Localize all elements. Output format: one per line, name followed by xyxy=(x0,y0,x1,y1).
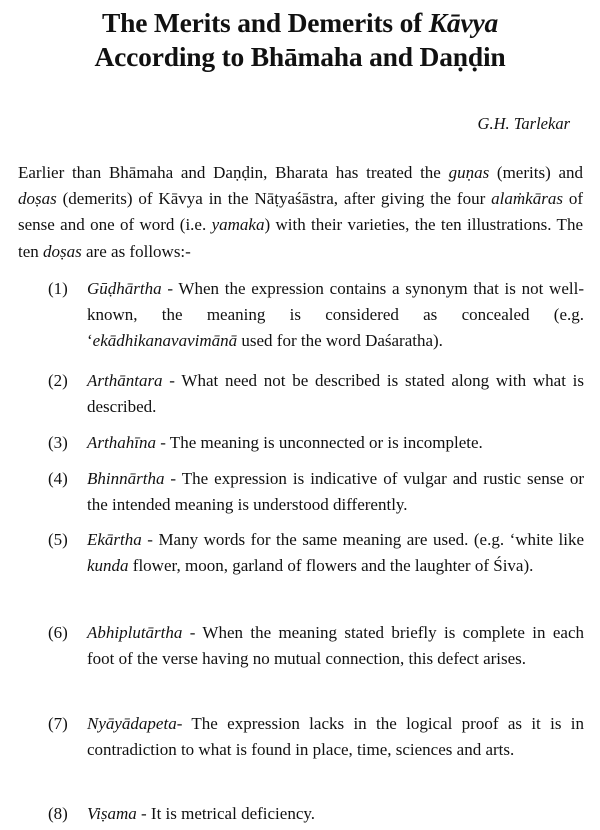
item-number: (5) xyxy=(48,530,68,549)
item-body xyxy=(87,430,584,456)
intro-text-4: of sense and one of word (i.e. xyxy=(18,189,583,235)
item-text: - The expression is indicative of vulgar and rustic sense or the intended meaning is understood differently. xyxy=(87,469,584,515)
item-body xyxy=(87,276,584,355)
intro-text-2: (merits) and xyxy=(489,163,584,182)
item-text: - When the meaning stated briefly is complete in each foot of the verse having no mutual connection, this defect arises. xyxy=(87,623,584,669)
item-body xyxy=(87,801,584,827)
intro-term-dosas: doṣas xyxy=(18,189,57,209)
item-example-term: kunda xyxy=(87,556,129,576)
item-term: Ekārtha xyxy=(87,530,142,549)
intro-text-6: are as follows:- xyxy=(81,241,191,261)
item-term: Nyāyādapeta xyxy=(87,714,177,733)
item-text: - What need not be described is stated along with what is described. xyxy=(87,371,584,417)
item-number: (4) xyxy=(48,469,68,488)
title-line-2: According to Bhāmaha and Daṇḍin xyxy=(94,41,506,72)
item-example-term: ekādhikanavavimānā xyxy=(92,331,238,351)
intro-paragraph xyxy=(18,160,583,265)
title-line-1 xyxy=(0,6,600,40)
paper-title xyxy=(0,6,600,74)
item-term: Abhiplutārtha xyxy=(87,623,183,642)
intro-text-3: (demerits) of Kāvya in the Nāṭyaśāstra, after giving the four xyxy=(56,189,492,209)
author-name: G.H. Tarlekar xyxy=(477,114,570,133)
item-text: - The meaning is unconnected or is incomplete. xyxy=(155,433,483,452)
item-term: Viṣama xyxy=(87,804,137,823)
item-term: Bhinnārtha xyxy=(87,469,165,488)
intro-text-5: ) with their varieties, the ten illustrations. The ten xyxy=(18,215,583,261)
item-body xyxy=(87,527,584,579)
item-text: - It is metrical deficiency. xyxy=(136,804,316,823)
item-term: Arthahīna xyxy=(87,433,156,452)
item-number: (8) xyxy=(48,804,68,823)
item-number: (2) xyxy=(48,371,68,390)
item-body xyxy=(87,466,584,518)
item-text-cont: flower, moon, garland of flowers and the laughter of Śiva). xyxy=(128,556,534,576)
intro-text-1: Earlier than Bhāmaha and Daṇḍin, Bharata has treated the xyxy=(18,163,449,182)
item-text: - Many words for the same meaning are used. (e.g. ‘white like xyxy=(141,530,584,549)
item-body xyxy=(87,368,584,420)
intro-term-yamaka: yamaka xyxy=(211,215,265,235)
item-body xyxy=(87,711,584,763)
item-text-cont: used for the word Daśaratha). xyxy=(237,331,443,351)
item-number: (1) xyxy=(48,279,68,298)
intro-term-dosas-2: doṣas xyxy=(43,241,82,261)
item-number: (3) xyxy=(48,433,68,452)
item-body xyxy=(87,620,584,672)
item-text: - The expression lacks in the logical proof as it is in contradiction to what is found in place, time, sciences and arts. xyxy=(87,714,584,760)
item-number: (6) xyxy=(48,623,68,642)
item-text: - When the expression contains a synonym that is not well-known, the meaning is considered as concealed (e.g. ‘ xyxy=(87,279,584,351)
title-line-1-text: The Merits and Demerits of xyxy=(101,7,429,38)
intro-term-alamkaras: alaṁkāras xyxy=(491,189,563,209)
title-kavya: Kāvya xyxy=(428,7,499,38)
item-term: Gūḍhārtha xyxy=(87,279,162,298)
item-number: (7) xyxy=(48,714,68,733)
item-term: Arthāntara xyxy=(87,371,163,390)
intro-term-gunas: guṇas xyxy=(448,163,490,182)
